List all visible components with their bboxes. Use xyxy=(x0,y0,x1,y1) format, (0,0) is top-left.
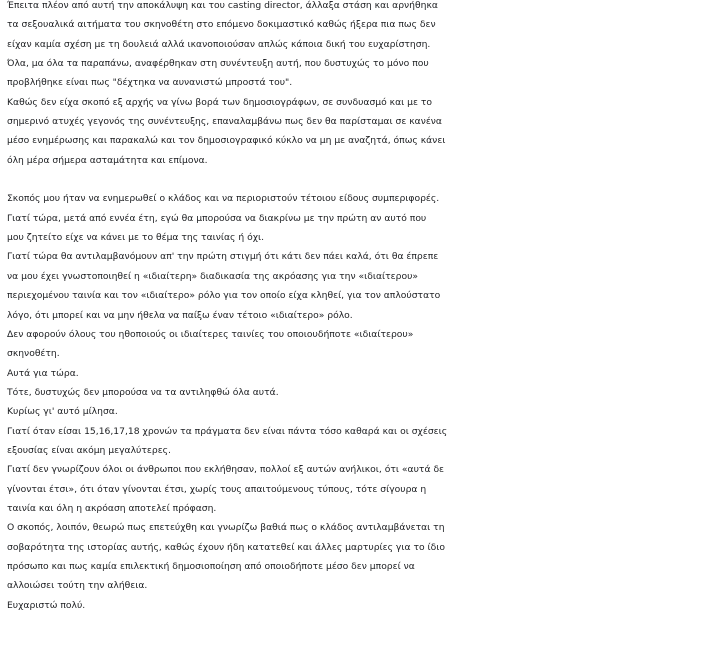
text-line: Γιατί όταν είσαι 15,16,17,18 χρονών τα πράγματα δεν είναι πάντα τόσο καθαρά και οι σχέσεις xyxy=(7,425,448,437)
text-line: Γιατί τώρα, μετά από εννέα έτη, εγώ θα μπορούσα να διακρίνω με την πρώτη αν αυτό που xyxy=(7,212,427,224)
text-line: Σκοπός μου ήταν να ενημερωθεί ο κλάδος και να περιοριστούν τέτοιου είδους συμπεριφορές. xyxy=(7,193,440,205)
paragraph-gap xyxy=(7,170,709,189)
text-line: όλη μέρα σήμερα ασταμάτητα και επίμονα. xyxy=(7,154,208,166)
text-line: σκηνοθέτη. xyxy=(7,348,60,360)
text-line: Ο σκοπός, λοιπόν, θεωρώ πως επετεύχθη και γνωρίζω βαθιά πως ο κλάδος αντιλαμβάνεται τη xyxy=(7,522,445,534)
paragraph-1 xyxy=(7,0,709,170)
text-line: Γιατί τώρα θα αντιλαμβανόμουν απ' την πρώτη στιγμή ότι κάτι δεν πάει καλά, ότι θα έπρεπε xyxy=(7,251,439,263)
text-line: Ευχαριστώ πολύ. xyxy=(7,599,86,611)
text-line: μου ζητείτο είχε να κάνει με το θέμα της ταινίας ή όχι. xyxy=(7,232,265,244)
text-line: εξουσίας είναι ακόμη μεγαλύτερες. xyxy=(7,444,171,456)
text-line: Όλα, μα όλα τα παραπάνω, αναφέρθηκαν στη συνέντευξη αυτή, που δυστυχώς το μόνο που xyxy=(7,58,429,70)
text-line: να μου έχει γνωστοποιηθεί η «ιδιαίτερη» διαδικασία της ακρόασης για την «ιδιαίτερου» xyxy=(7,270,419,282)
post-text xyxy=(7,0,709,615)
text-line: γίνονται έτσι», ότι όταν γίνονται έτσι, χωρίς τους απαιτούμενους τύπους, τότε σίγουρα η xyxy=(7,483,427,495)
text-line: μέσο ενημέρωσης και παρακαλώ και τον δημοσιογραφικό κύκλο να μη με αναζητά, όπως κάνει xyxy=(7,135,446,147)
text-line: περιεχομένου ταινία και τον «ιδιαίτερο» ρόλο για τον οποίο είχα κληθεί, για τον απλούστατο xyxy=(7,290,441,302)
text-line: Γιατί δεν γνωρίζουν όλοι οι άνθρωποι που εκλήθησαν, πολλοί εξ αυτών ανήλικοι, ότι «αυτά δε xyxy=(7,464,445,476)
text-line: Δεν αφορούν όλους του ηθοποιούς οι ιδιαίτερες ταινίες του οποιουδήποτε «ιδιαίτερου» xyxy=(7,328,414,340)
text-line: Αυτά για τώρα. xyxy=(7,367,79,379)
text-line: αλλοιώσει τούτη την αλήθεια. xyxy=(7,580,148,592)
text-line: Καθώς δεν είχα σκοπό εξ αρχής να γίνω βορά των δημοσιογράφων, σε συνδυασμό και με το xyxy=(7,96,433,108)
text-line: σημερινό ατυχές γεγονός της συνέντευξης, επαναλαμβάνω πως δεν θα παρίσταμαι σε κανένα xyxy=(7,116,442,128)
text-line: ταινία και όλη η ακρόαση αποτελεί πρόφαση. xyxy=(7,502,217,514)
text-line: λόγο, ότι μπορεί και να μην ήθελα να παίξω έναν τέτοιο «ιδιαίτερο» ρόλο. xyxy=(7,309,353,321)
text-line: Έπειτα πλέον από αυτή την αποκάλυψη και του casting director, άλλαξα στάση και αρνήθηκα xyxy=(7,0,438,11)
paragraph-2 xyxy=(7,189,709,615)
text-line: Τότε, δυστυχώς δεν μπορούσα να τα αντιληφθώ όλα αυτά. xyxy=(7,386,279,398)
text-line: σοβαρότητα της ιστορίας αυτής, καθώς έχουν ήδη κατατεθεί και άλλες μαρτυρίες για το ίδιο xyxy=(7,541,445,553)
text-line: προβλήθηκε είναι πως "δέχτηκα να αυνανιστώ μπροστά του". xyxy=(7,77,293,89)
text-line: τα σεξουαλικά αιτήματα του σκηνοθέτη στο επόμενο δοκιμαστικό καθώς ήξερα πια πως δεν xyxy=(7,19,436,31)
text-line: είχαν καμία σχέση με τη δουλειά αλλά ικανοποιούσαν απλώς κάποια δική του ευχαρίστηση. xyxy=(7,38,431,50)
text-line: πρόσωπο και πως καμία επιλεκτική δημοσιοποίηση από οποιοδήποτε μέσο δεν μπορεί να xyxy=(7,560,415,572)
text-line: Κυρίως γι' αυτό μίλησα. xyxy=(7,406,118,418)
